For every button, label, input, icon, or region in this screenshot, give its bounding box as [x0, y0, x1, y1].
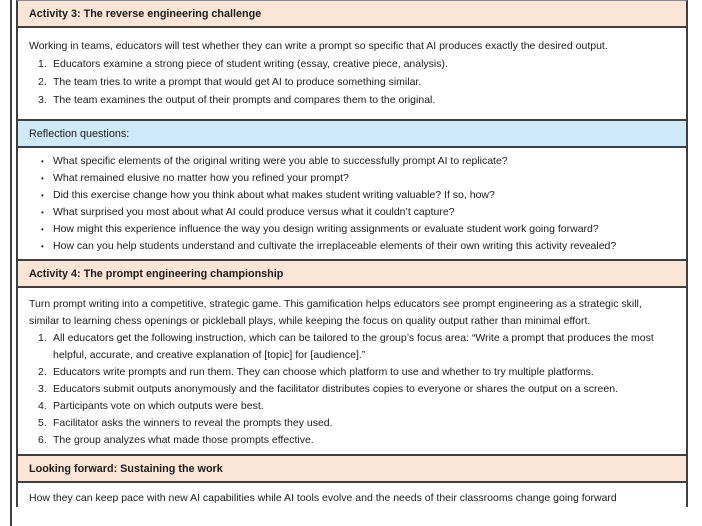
intro-paragraph: Turn prompt writing into a competitive, strategic game. This gamification helps educators see prompt engineering as a strategic skill, similar to learning chess openings or pickleball plays, while keeping the focus on quality output rather than minimal effort.: [29, 298, 642, 327]
section-header-label: Activity 4: The prompt engineering championship: [29, 268, 284, 280]
list-item: • Did this exercise change how you think about what makes student writing valuable? If so, how?: [29, 187, 660, 204]
list-item: Educators write prompts and run them. They can choose which platform to use and whether to try multiple platforms.: [53, 366, 594, 378]
list-item: The team tries to write a prompt that would get AI to produce something similar.: [53, 76, 422, 88]
list-item: The team examines the output of their prompts and compares them to the original.: [53, 94, 436, 106]
list-item: • How can you help students understand and cultivate the irreplaceable elements of their own writing this activity revealed?: [29, 238, 660, 255]
section-header-activity-4: [18, 259, 686, 286]
list-item: Participants vote on which outputs were best.: [53, 400, 264, 412]
intro-paragraph: Working in teams, educators will test whether they can write a prompt so specific that AI produces exactly the desired output.: [29, 40, 608, 52]
section-header-reflection-questions: [18, 119, 686, 146]
reflection-questions-list: [29, 153, 660, 255]
list-item: • What surprised you most about what AI could produce versus what it couldn’t capture?: [29, 204, 660, 221]
list-item: All educators get the following instruction, which can be tailored to the group’s focus area: “Write a prompt that produces the most helpful, accurate, and creative explanation of [topic] for [audience].”: [53, 332, 654, 361]
list-item: • How might this experience influence the way you design writing assignments or evaluate student work going forward?: [29, 221, 660, 238]
looking-forward-body: [18, 481, 686, 507]
section-header-label: Reflection questions:: [29, 128, 130, 140]
list-item: • What remained elusive no matter how you refined your prompt?: [29, 170, 660, 187]
activity-4-steps: [29, 330, 672, 449]
activities-table: [16, 0, 688, 507]
list-item: Educators submit outputs anonymously and the facilitator distributes copies to everyone or shares the output on a screen.: [53, 383, 618, 395]
activity-3-body: [18, 26, 686, 119]
section-header-label: Activity 3: The reverse engineering challenge: [29, 8, 262, 20]
list-item: Educators examine a strong piece of student writing (essay, creative piece, analysis).: [53, 58, 448, 70]
activity-4-body: [18, 286, 686, 454]
section-header-label: Looking forward: Sustaining the work: [29, 463, 223, 475]
clipped-paragraph: How they can keep pace with new AI capabilities while AI tools evolve and the needs of their classrooms change going forward: [29, 492, 617, 504]
section-header-activity-3: [18, 1, 686, 26]
page-edge-rule: [10, 0, 12, 526]
activity-3-steps: [29, 55, 672, 109]
list-item: Facilitator asks the winners to reveal the prompts they used.: [53, 417, 333, 429]
reflection-questions-body: [18, 146, 686, 259]
list-item: The group analyzes what made those prompts effective.: [53, 434, 314, 446]
section-header-looking-forward: [18, 454, 686, 481]
list-item: • What specific elements of the original writing were you able to successfully prompt AI to replicate?: [29, 153, 660, 170]
